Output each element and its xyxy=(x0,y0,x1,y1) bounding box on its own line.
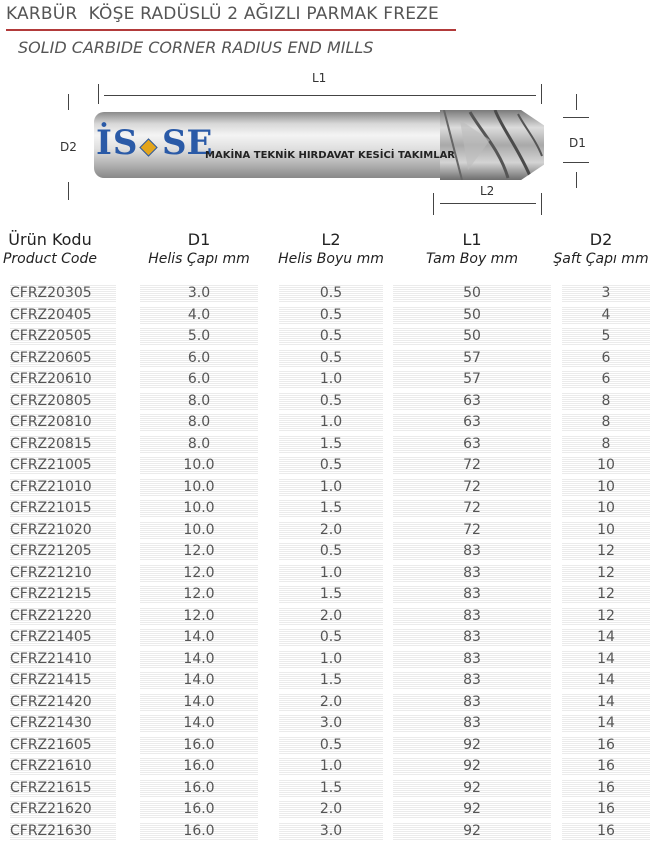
product-code-cell: CFRZ21605 xyxy=(10,737,116,754)
brand-logo-left: İS xyxy=(96,123,138,163)
product-code-cell: CFRZ21220 xyxy=(10,608,116,625)
d1-cell: 4.0 xyxy=(140,307,258,324)
product-code-cell: CFRZ21215 xyxy=(10,586,116,603)
d1-cell: 16.0 xyxy=(140,758,258,775)
d1-cell: 6.0 xyxy=(140,350,258,367)
l2-cell: 0.5 xyxy=(279,737,383,754)
product-code-cell: CFRZ21020 xyxy=(10,522,116,539)
table-row xyxy=(0,563,651,585)
d1-cell: 14.0 xyxy=(140,715,258,732)
table-row xyxy=(0,305,651,327)
l2-cell: 1.0 xyxy=(279,651,383,668)
header-bottom-text: Şaft Çapı mm xyxy=(551,251,651,267)
table-row xyxy=(0,434,651,456)
d1-bottom-tick xyxy=(576,172,577,188)
l1-label: L1 xyxy=(312,71,326,85)
product-code-cell: CFRZ21615 xyxy=(10,780,116,797)
product-code-cell: CFRZ21410 xyxy=(10,651,116,668)
l2-cell: 1.5 xyxy=(279,672,383,689)
header-d1 xyxy=(130,230,268,267)
d2-cell: 16 xyxy=(562,737,650,754)
l2-cell: 1.0 xyxy=(279,371,383,388)
l1-right-tick xyxy=(541,84,542,104)
l2-cell: 2.0 xyxy=(279,522,383,539)
d2-cell: 10 xyxy=(562,500,650,517)
l2-cell: 2.0 xyxy=(279,608,383,625)
header-product-code xyxy=(0,230,100,267)
d1-cell: 8.0 xyxy=(140,436,258,453)
l1-cell: 72 xyxy=(393,500,551,517)
l1-cell: 83 xyxy=(393,608,551,625)
d1-cell: 12.0 xyxy=(140,543,258,560)
d2-cell: 14 xyxy=(562,651,650,668)
table-row xyxy=(0,713,651,735)
l2-cell: 0.5 xyxy=(279,543,383,560)
header-d2 xyxy=(551,230,651,267)
product-code-cell: CFRZ21405 xyxy=(10,629,116,646)
d2-cell: 8 xyxy=(562,436,650,453)
d1-cell: 10.0 xyxy=(140,522,258,539)
l2-cell: 1.5 xyxy=(279,586,383,603)
d2-cell: 3 xyxy=(562,285,650,302)
table-row xyxy=(0,778,651,800)
d1-cell: 10.0 xyxy=(140,479,258,496)
l2-cell: 1.0 xyxy=(279,758,383,775)
l2-cell: 1.5 xyxy=(279,780,383,797)
d1-cell: 14.0 xyxy=(140,672,258,689)
d2-cell: 16 xyxy=(562,780,650,797)
d2-cell: 4 xyxy=(562,307,650,324)
l1-cell: 50 xyxy=(393,307,551,324)
l2-cell: 1.5 xyxy=(279,436,383,453)
product-code-cell: CFRZ20610 xyxy=(10,371,116,388)
table-row xyxy=(0,606,651,628)
product-code-cell: CFRZ21620 xyxy=(10,801,116,818)
product-code-cell: CFRZ21210 xyxy=(10,565,116,582)
d2-cell: 12 xyxy=(562,586,650,603)
product-code-cell: CFRZ20505 xyxy=(10,328,116,345)
table-row xyxy=(0,799,651,821)
table-row xyxy=(0,391,651,413)
product-code-cell: CFRZ21415 xyxy=(10,672,116,689)
l1-cell: 83 xyxy=(393,715,551,732)
header-top-text: Ürün Kodu xyxy=(0,230,100,249)
header-top-text: D2 xyxy=(551,230,651,249)
l1-left-tick xyxy=(98,84,99,104)
d2-cell: 12 xyxy=(562,565,650,582)
d1-cell: 16.0 xyxy=(140,780,258,797)
d2-cell: 10 xyxy=(562,522,650,539)
title-divider xyxy=(6,29,456,31)
l2-cell: 0.5 xyxy=(279,307,383,324)
l1-cell: 50 xyxy=(393,328,551,345)
d1-cell: 16.0 xyxy=(140,801,258,818)
d2-cell: 14 xyxy=(562,694,650,711)
l2-cell: 3.0 xyxy=(279,715,383,732)
l2-cell: 3.0 xyxy=(279,823,383,840)
table-row xyxy=(0,627,651,649)
l1-cell: 83 xyxy=(393,586,551,603)
table-row xyxy=(0,649,651,671)
d1-cell: 16.0 xyxy=(140,823,258,840)
l2-label: L2 xyxy=(480,184,494,198)
brand-logo-right: SE xyxy=(162,123,212,163)
table-row xyxy=(0,498,651,520)
d2-cell: 16 xyxy=(562,801,650,818)
product-code-cell: CFRZ20815 xyxy=(10,436,116,453)
header-l1 xyxy=(402,230,542,267)
d2-cell: 14 xyxy=(562,715,650,732)
header-bottom-text: Helis Çapı mm xyxy=(130,251,268,267)
table-row xyxy=(0,756,651,778)
l1-cell: 63 xyxy=(393,393,551,410)
l1-dimension-line xyxy=(104,95,536,96)
page-subtitle: SOLID CARBIDE CORNER RADIUS END MILLS xyxy=(18,38,373,57)
l1-cell: 57 xyxy=(393,350,551,367)
header-bottom-text: Tam Boy mm xyxy=(402,251,542,267)
d2-cell: 12 xyxy=(562,608,650,625)
l1-cell: 92 xyxy=(393,823,551,840)
l1-cell: 83 xyxy=(393,629,551,646)
d1-cell: 12.0 xyxy=(140,586,258,603)
table-row xyxy=(0,541,651,563)
d2-cell: 14 xyxy=(562,629,650,646)
l2-cell: 1.5 xyxy=(279,500,383,517)
l1-cell: 92 xyxy=(393,737,551,754)
product-code-cell: CFRZ20305 xyxy=(10,285,116,302)
page-title: KARBÜR KÖŞE RADÜSLÜ 2 AĞIZLI PARMAK FREZE xyxy=(6,4,439,24)
product-code-cell: CFRZ20605 xyxy=(10,350,116,367)
header-top-text: L1 xyxy=(402,230,542,249)
d1-bottom-line xyxy=(563,162,589,163)
table-row xyxy=(0,735,651,757)
d2-cell: 6 xyxy=(562,350,650,367)
d1-cell: 14.0 xyxy=(140,651,258,668)
d2-cell: 6 xyxy=(562,371,650,388)
table-row xyxy=(0,520,651,542)
d1-cell: 5.0 xyxy=(140,328,258,345)
table-row xyxy=(0,283,651,305)
l2-cell: 2.0 xyxy=(279,801,383,818)
l2-cell: 0.5 xyxy=(279,629,383,646)
product-code-cell: CFRZ21005 xyxy=(10,457,116,474)
l1-cell: 83 xyxy=(393,543,551,560)
d1-cell: 12.0 xyxy=(140,565,258,582)
l2-cell: 0.5 xyxy=(279,393,383,410)
l1-cell: 83 xyxy=(393,651,551,668)
d1-cell: 10.0 xyxy=(140,500,258,517)
l2-cell: 0.5 xyxy=(279,285,383,302)
d2-top-tick xyxy=(68,94,69,110)
product-code-cell: CFRZ21010 xyxy=(10,479,116,496)
product-code-cell: CFRZ21015 xyxy=(10,500,116,517)
d2-cell: 10 xyxy=(562,479,650,496)
l2-cell: 2.0 xyxy=(279,694,383,711)
l1-cell: 63 xyxy=(393,414,551,431)
d2-cell: 16 xyxy=(562,823,650,840)
d1-cell: 8.0 xyxy=(140,414,258,431)
l2-cell: 0.5 xyxy=(279,350,383,367)
table-row xyxy=(0,412,651,434)
d2-cell: 8 xyxy=(562,393,650,410)
product-code-cell: CFRZ20805 xyxy=(10,393,116,410)
d2-cell: 16 xyxy=(562,758,650,775)
table-row xyxy=(0,477,651,499)
d1-cell: 6.0 xyxy=(140,371,258,388)
tool-flute xyxy=(440,110,544,180)
d2-cell: 12 xyxy=(562,543,650,560)
product-code-cell: CFRZ21630 xyxy=(10,823,116,840)
product-table xyxy=(0,283,651,842)
d1-top-line xyxy=(563,117,589,118)
l1-cell: 63 xyxy=(393,436,551,453)
d2-label: D2 xyxy=(60,140,77,154)
d1-cell: 12.0 xyxy=(140,608,258,625)
l1-cell: 83 xyxy=(393,672,551,689)
d2-cell: 5 xyxy=(562,328,650,345)
l1-cell: 72 xyxy=(393,479,551,496)
header-l2 xyxy=(272,230,390,267)
table-row xyxy=(0,455,651,477)
table-row xyxy=(0,326,651,348)
d2-cell: 8 xyxy=(562,414,650,431)
l1-cell: 92 xyxy=(393,801,551,818)
d2-cell: 10 xyxy=(562,457,650,474)
d1-label: D1 xyxy=(569,136,586,150)
l1-cell: 92 xyxy=(393,758,551,775)
l1-cell: 83 xyxy=(393,565,551,582)
l1-cell: 72 xyxy=(393,457,551,474)
l2-right-tick xyxy=(541,193,542,215)
product-code-cell: CFRZ21205 xyxy=(10,543,116,560)
product-code-cell: CFRZ20405 xyxy=(10,307,116,324)
l1-cell: 72 xyxy=(393,522,551,539)
l2-cell: 1.0 xyxy=(279,479,383,496)
table-row xyxy=(0,692,651,714)
d1-cell: 14.0 xyxy=(140,629,258,646)
product-code-cell: CFRZ20810 xyxy=(10,414,116,431)
d1-cell: 14.0 xyxy=(140,694,258,711)
d1-cell: 16.0 xyxy=(140,737,258,754)
l2-cell: 1.0 xyxy=(279,565,383,582)
d1-cell: 8.0 xyxy=(140,393,258,410)
header-top-text: L2 xyxy=(272,230,390,249)
product-code-cell: CFRZ21420 xyxy=(10,694,116,711)
table-row xyxy=(0,821,651,842)
product-code-cell: CFRZ21610 xyxy=(10,758,116,775)
l1-cell: 92 xyxy=(393,780,551,797)
header-bottom-text: Product Code xyxy=(0,251,100,267)
l1-cell: 50 xyxy=(393,285,551,302)
l2-cell: 0.5 xyxy=(279,457,383,474)
table-row xyxy=(0,369,651,391)
table-row xyxy=(0,584,651,606)
company-name: MAKİNA TEKNİK HIRDAVAT KESİCİ TAKIMLAR xyxy=(205,150,455,161)
d2-cell: 14 xyxy=(562,672,650,689)
l1-cell: 57 xyxy=(393,371,551,388)
d2-bottom-tick xyxy=(68,182,69,200)
header-bottom-text: Helis Boyu mm xyxy=(272,251,390,267)
table-row xyxy=(0,348,651,370)
d1-cell: 3.0 xyxy=(140,285,258,302)
l2-dimension-line xyxy=(440,203,536,204)
header-top-text: D1 xyxy=(130,230,268,249)
table-row xyxy=(0,670,651,692)
d1-cell: 10.0 xyxy=(140,457,258,474)
l2-cell: 1.0 xyxy=(279,414,383,431)
product-code-cell: CFRZ21430 xyxy=(10,715,116,732)
l1-cell: 83 xyxy=(393,694,551,711)
d1-top-tick xyxy=(576,94,577,110)
l2-left-tick xyxy=(433,193,434,215)
l2-cell: 0.5 xyxy=(279,328,383,345)
